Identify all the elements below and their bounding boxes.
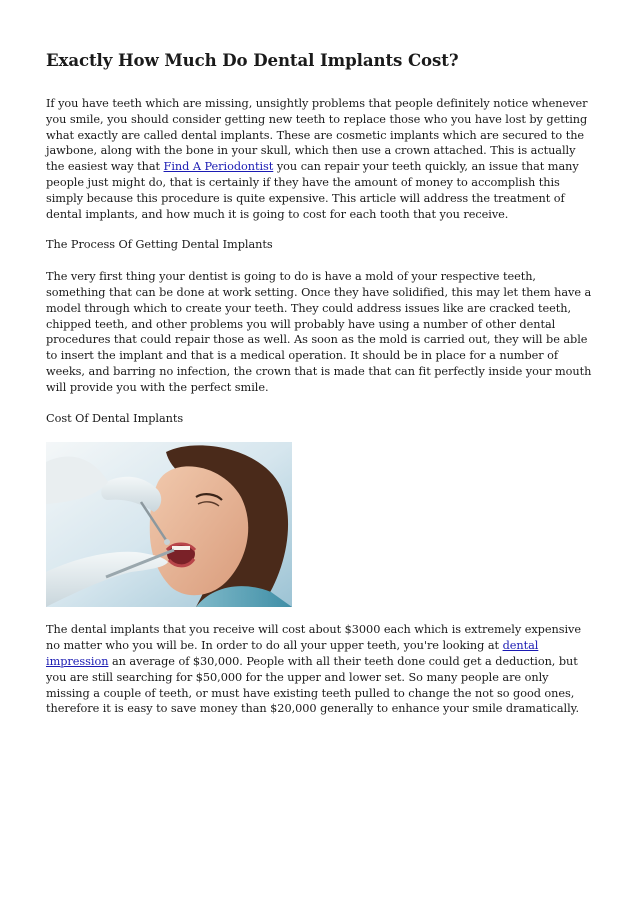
cost-text-start: The dental implants that you receive will cost about $3000 each which is extremely expensive no matter who you will be. In order to do all your upper teeth, you're looking at: [46, 623, 581, 653]
page-title: Exactly How Much Do Dental Implants Cost?: [46, 50, 459, 70]
find-a-periodontist-link[interactable]: Find A Periodontist: [163, 160, 274, 174]
cost-paragraph: [46, 622, 592, 717]
section-heading-cost: Cost Of Dental Implants: [46, 411, 184, 425]
process-paragraph: The very first thing your dentist is going to do is have a mold of your respective teeth, something that can be done at work setting. Once they have solidified, this may let them have a model through which to create your teeth. They could address issues like are cracked teeth, chipped teeth, and other problems you will probably have using a number of other dental procedures that could repair those as well. As soon as the mold is carried out, they will be able to insert the implant and that is a medical operation. It should be in place for a number of weeks, and barring no infection, the crown that is made that can fit perfectly inside your mouth will provide you with the perfect smile.: [46, 270, 592, 394]
dental-patient-photo: [46, 442, 292, 607]
cost-text-end: an average of $30,000. People with all their teeth done could get a deduction, but you are still searching for $50,000 for the upper and lower set. So many people are only missing a couple of teeth, or must have existing teeth pulled to change the not so good ones, therefore it is easy to save money than $20,000 generally to enhance your smile dramatically.: [46, 654, 580, 716]
intro-text-start: If you have teeth which are missing, unsightly problems that people definitely notice whenever you smile, you should consider getting new teeth to replace those who you have lost by getting what exactly are called dental implants. These are cosmetic implants which are secured to the jawbone, along with the bone in your skull, which then use a crown attached. This is actually the easiest way that: [46, 97, 588, 174]
document-page: [46, 49, 592, 732]
section-heading-process: The Process Of Getting Dental Implants: [46, 238, 273, 252]
dental-impression-link[interactable]: dental impression: [46, 639, 539, 668]
intro-text-end: you can repair your teeth quickly, an issue that many people just might do, that is certainly if they have the amount of money to accomplish this simply because this procedure is quite expensive. This article will address the treatment of dental implants, and how much it is going to cost for each tooth that you receive.: [46, 160, 579, 221]
intro-paragraph: [46, 96, 592, 222]
